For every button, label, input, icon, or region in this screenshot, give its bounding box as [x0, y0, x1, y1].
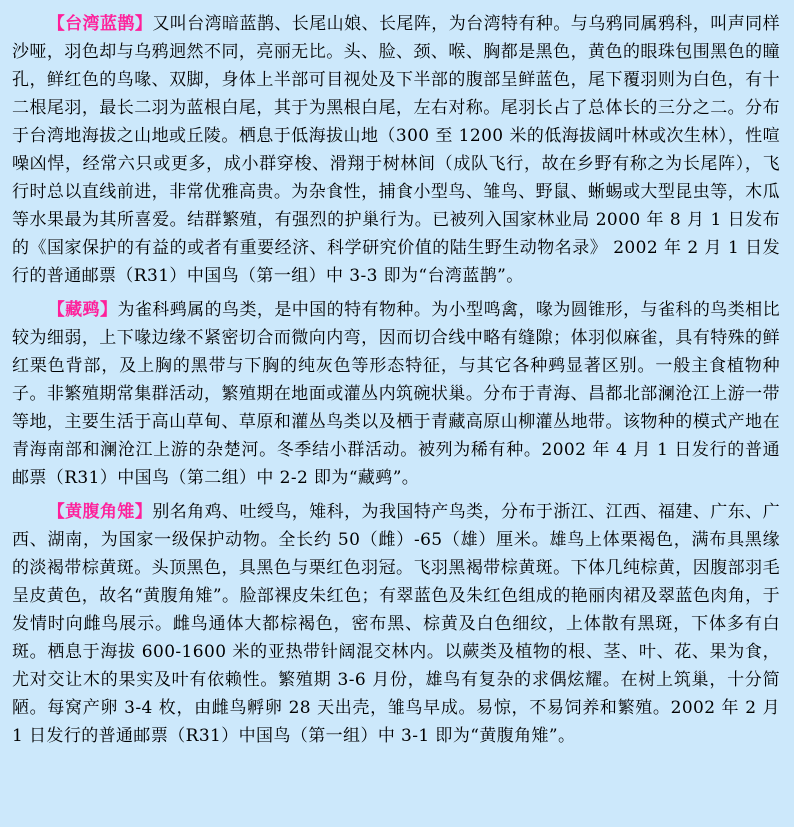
entry-heading: 【藏鹀】	[47, 300, 118, 320]
entry-taiwan-blue-magpie	[12, 10, 780, 290]
entry-body: 又叫台湾暗蓝鹊、长尾山娘、长尾阵，为台湾特有种。与乌鸦同属鸦科，叫声同样沙哑，羽色却与乌鸦迥然不同，亮丽无比。头、脸、颈、喉、胸都是黑色，黄色的眼珠包围黑色的瞳孔，鲜红色的鸟喙、双脚，身体上半部可目视处及下半部的腹部呈鲜蓝色，尾下覆羽则为白色，有十二根尾羽，最长二羽为蓝根白尾，其于为黑根白尾，左右对称。尾羽长占了总体长的三分之二。分布于台湾地海拔之山地或丘陵。栖息于低海拔山地（300 至 1200 米的低海拔阔叶林或次生林），性喧噪凶悍，经常六只或更多，成小群穿梭、滑翔于树林间（成队飞行，故在乡野有称之为长尾阵），飞行时总以直线前进，非常优雅高贵。为杂食性，捕食小型鸟、雏鸟、野鼠、蜥蜴或大型昆虫等，木瓜等水果最为其所喜爱。结群繁殖，有强烈的护巢行为。已被列入国家林业局 2000 年 8 月 1 日发布的《国家保护的有益的或者有重要经济、科学研究价值的陆生野生动物名录》 2002 年 2 月 1 日发行的普通邮票（R31）中国鸟（第一组）中 3-3 即为“台湾蓝鹊”。	[12, 14, 780, 286]
entry-cabots-tragopan	[12, 498, 780, 750]
entry-body: 别名角鸡、吐绶鸟，雉科，为我国特产鸟类，分布于浙江、江西、福建、广东、广西、湖南，为国家一级保护动物。全长约 50（雌）-65（雄）厘米。雄鸟上体栗褐色，满布具黑缘的淡褐带棕黄斑。头顶黑色，具黑色与栗红色羽冠。飞羽黑褐带棕黄斑。下体几纯棕黄，因腹部羽毛呈皮黄色，故名“黄腹角雉”。脸部裸皮朱红色；有翠蓝色及朱红色组成的艳丽肉裙及翠蓝色肉角，于发情时向雌鸟展示。雌鸟通体大都棕褐色，密布黑、棕黄及白色细纹，上体散有黑斑，下体多有白斑。栖息于海拔 600-1600 米的亚热带针阔混交林内。以蕨类及植物的根、茎、叶、花、果为食，尤对交让木的果实及叶有依赖性。繁殖期 3-6 月份，雄鸟有复杂的求偶炫耀。在树上筑巢，十分简陋。每窝产卵 3-4 枚，由雌鸟孵卵 28 天出壳，雏鸟早成。易惊，不易饲养和繁殖。2002 年 2 月 1 日发行的普通邮票（R31）中国鸟（第一组）中 3-1 即为“黄腹角雉”。	[12, 502, 780, 746]
entry-heading: 【台湾蓝鹊】	[47, 14, 153, 34]
entry-body: 为雀科鹀属的鸟类，是中国的特有物种。为小型鸣禽，喙为圆锥形，与雀科的鸟类相比较为细弱，上下喙边缘不紧密切合而微向内弯，因而切合线中略有缝隙；体羽似麻雀，具有特殊的鲜红栗色背部，及上胸的黑带与下胸的纯灰色等形态特征，与其它各种鹀显著区别。一般主食植物种子。非繁殖期常集群活动，繁殖期在地面或灌丛内筑碗状巢。分布于青海、昌都北部澜沧江上游一带等地，主要生活于高山草甸、草原和灌丛鸟类以及栖于青藏高原山柳灌丛地带。该物种的模式产地在青海南部和澜沧江上游的杂楚河。冬季结小群活动。被列为稀有种。2002 年 4 月 1 日发行的普通邮票（R31）中国鸟（第二组）中 2-2 即为“藏鹀”。	[12, 300, 780, 488]
entry-tibetan-bunting	[12, 296, 780, 492]
entry-heading: 【黄腹角雉】	[47, 502, 153, 522]
